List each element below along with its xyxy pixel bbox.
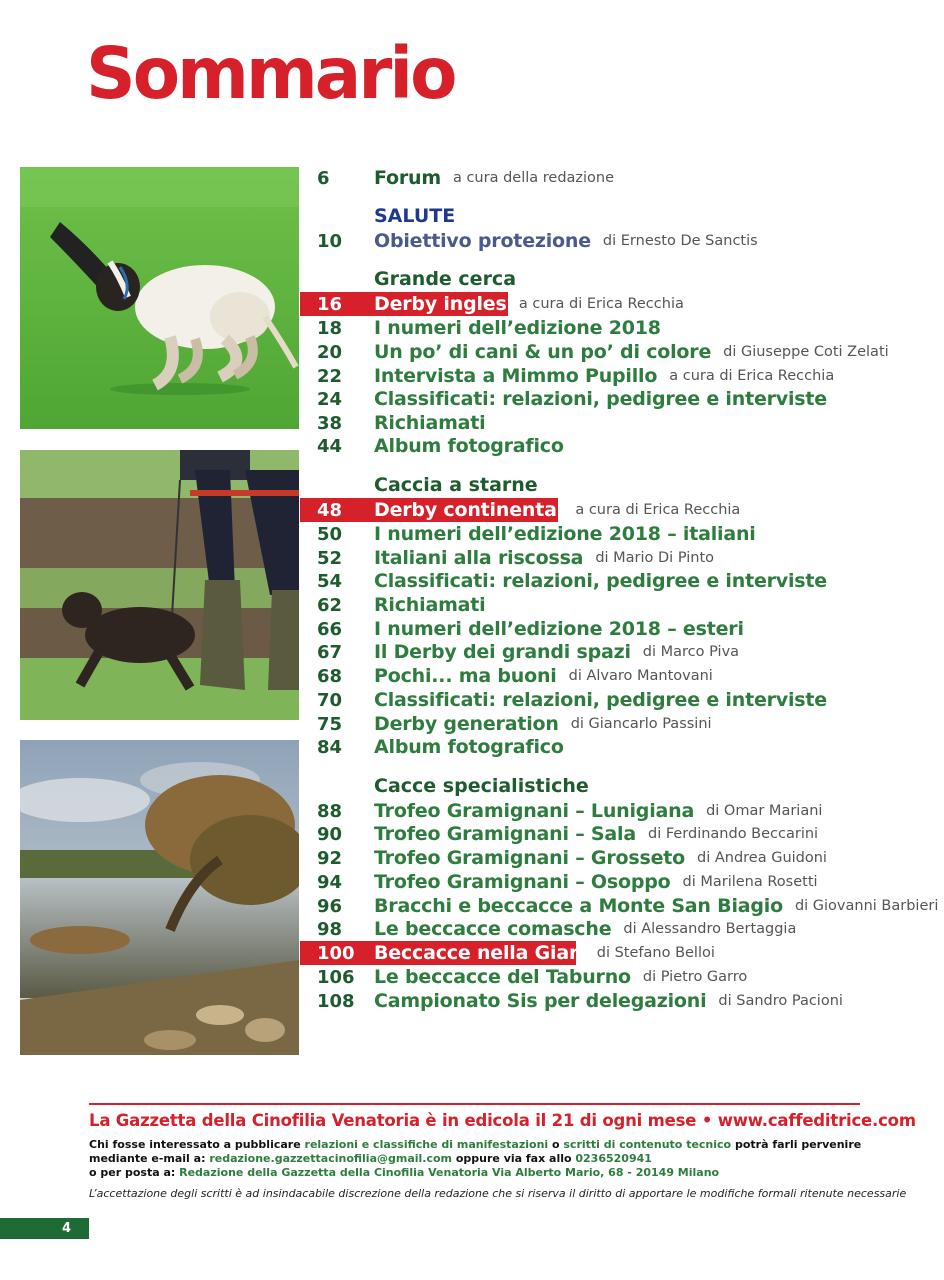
section-heading-caccia-a-starne: Caccia a starne — [374, 474, 538, 496]
entry-page: 108 — [317, 990, 355, 1012]
toc-entry[interactable] — [300, 846, 827, 870]
entry-title: Trofeo Gramignani – Grosseto — [374, 847, 685, 869]
entry-page: 106 — [317, 966, 355, 988]
entry-author: di Omar Mariani — [706, 803, 823, 819]
toc-entry[interactable] — [300, 870, 818, 894]
toc-entry[interactable] — [300, 166, 614, 190]
entry-author: di Giuseppe Coti Zelati — [723, 344, 889, 360]
entry-page: 84 — [317, 736, 343, 758]
entry-page: 88 — [317, 800, 343, 822]
entry-author: di Pietro Garro — [642, 969, 748, 985]
entry-page: 98 — [317, 918, 343, 940]
entry-author: di Giancarlo Passini — [570, 716, 712, 732]
entry-title: Trofeo Gramignani – Sala — [374, 823, 636, 845]
entry-author: di Ferdinando Beccarini — [647, 826, 819, 842]
entry-page: 50 — [317, 523, 343, 545]
toc-entry[interactable] — [300, 593, 485, 617]
entry-author: di Alessandro Bertaggia — [623, 921, 797, 937]
entry-page: 6 — [317, 167, 330, 189]
toc-entry[interactable] — [300, 411, 485, 435]
entry-title: Classificati: relazioni, pedigree e interviste — [374, 388, 827, 410]
entry-title: Obiettivo protezione — [374, 230, 591, 252]
entry-page: 20 — [317, 341, 343, 363]
entry-author: di Mario Di Pinto — [595, 550, 715, 566]
entry-author: a cura di Erica Recchia — [518, 296, 684, 312]
footer-text: o per posta a: — [89, 1166, 180, 1179]
entry-title: Campionato Sis per delegazioni — [374, 990, 707, 1012]
entry-title: Classificati: relazioni, pedigree e interviste — [374, 570, 827, 592]
entry-author: di Alvaro Mantovani — [568, 668, 713, 684]
toc-entry[interactable] — [300, 894, 938, 918]
entry-page: 52 — [317, 547, 343, 569]
footer-text: oppure via fax allo — [452, 1152, 576, 1165]
entry-author: a cura della redazione — [452, 170, 615, 186]
entry-page: 75 — [317, 713, 343, 735]
footer-text: o — [548, 1138, 564, 1151]
toc-entry[interactable] — [300, 822, 818, 846]
section-heading-salute: SALUTE — [374, 205, 456, 227]
entry-title: Derby continentali — [374, 499, 570, 521]
toc-entry[interactable] — [300, 617, 744, 641]
toc-entry-highlight[interactable] — [300, 941, 715, 965]
toc-entry[interactable] — [300, 340, 889, 364]
footer-text: mediante e-mail a: — [89, 1152, 210, 1165]
entry-page: 22 — [317, 365, 343, 387]
entry-title: Bracchi e beccacce a Monte San Biagio — [374, 895, 783, 917]
page-number: 4 — [0, 1218, 89, 1239]
entry-title: Le beccacce del Taburno — [374, 966, 631, 988]
entry-title: Derby inglesi — [374, 293, 513, 315]
toc-entry-highlight[interactable] — [300, 292, 684, 316]
footer-highlight-text: scritti di contenuto tecnico — [563, 1138, 732, 1151]
entry-author: di Marilena Rosetti — [682, 874, 818, 890]
toc-entry[interactable] — [300, 546, 714, 570]
footer-text: potrà farli pervenire — [731, 1138, 862, 1151]
toc-entry-highlight[interactable] — [300, 498, 740, 522]
entry-page: 96 — [317, 895, 343, 917]
footer-line-1 — [89, 1138, 861, 1151]
entry-title: Richiamati — [374, 594, 486, 616]
entry-title: Classificati: relazioni, pedigree e interviste — [374, 689, 827, 711]
entry-page: 18 — [317, 317, 343, 339]
entry-title: Un po’ di cani & un po’ di colore — [374, 341, 712, 363]
entry-author: di Ernesto De Sanctis — [602, 233, 758, 249]
footer-note: L’accettazione degli scritti è ad insindacabile discrezione della redazione che si riserva il diritto di apportare le modifiche formali ritenute necessarie — [89, 1187, 907, 1200]
entry-page: 24 — [317, 388, 343, 410]
entry-page: 48 — [317, 499, 343, 521]
entry-page: 54 — [317, 570, 343, 592]
toc-entry[interactable] — [300, 387, 827, 411]
entry-page: 67 — [317, 641, 343, 663]
toc-entry[interactable] — [300, 799, 822, 823]
entry-title: Derby generation — [374, 713, 559, 735]
toc-entry[interactable] — [300, 522, 756, 546]
entry-page: 94 — [317, 871, 343, 893]
entry-title: Le beccacce comasche — [374, 918, 612, 940]
entry-author: a cura di Erica Recchia — [669, 368, 835, 384]
entry-title: Richiamati — [374, 412, 486, 434]
entry-page: 68 — [317, 665, 343, 687]
entry-title: Italiani alla riscossa — [374, 547, 584, 569]
entry-author: di Andrea Guidoni — [697, 850, 827, 866]
entry-author: di Giovanni Barbieri — [794, 898, 939, 914]
toc-entry[interactable] — [300, 316, 661, 340]
footer-email-link[interactable]: redazione.gazzettacinofilia@gmail.com — [209, 1152, 453, 1165]
section-heading-cacce-specialistiche: Cacce specialistiche — [374, 775, 589, 797]
section-heading-grande-cerca: Grande cerca — [374, 268, 517, 290]
toc-entry[interactable] — [300, 569, 827, 593]
entry-title: I numeri dell’edizione 2018 — [374, 317, 661, 339]
toc-entry[interactable] — [300, 688, 827, 712]
entry-title: Pochi... ma buoni — [374, 665, 557, 687]
toc-entry[interactable] — [300, 917, 796, 941]
entry-title: Album fotografico — [374, 435, 564, 457]
entry-title: Album fotografico — [374, 736, 564, 758]
toc-entry[interactable] — [300, 735, 564, 759]
entry-page: 44 — [317, 435, 343, 457]
toc-entry[interactable] — [300, 364, 834, 388]
footer-text: Chi fosse interessato a pubblicare — [89, 1138, 305, 1151]
entry-page: 90 — [317, 823, 343, 845]
entry-page: 66 — [317, 618, 343, 640]
toc-entry[interactable] — [300, 640, 739, 664]
entry-page: 38 — [317, 412, 343, 434]
footer-divider — [89, 1103, 860, 1105]
entry-title: Trofeo Gramignani – Osoppo — [374, 871, 671, 893]
toc-entry[interactable] — [300, 229, 758, 253]
footer-address: Redazione della Gazzetta della Cinofilia Venatoria Via Alberto Mario, 68 - 20149 Milano — [179, 1166, 720, 1179]
footer-line-2 — [89, 1152, 652, 1165]
entry-page: 92 — [317, 847, 343, 869]
toc-entry[interactable] — [300, 434, 564, 458]
entry-page: 100 — [317, 942, 355, 964]
entry-page: 70 — [317, 689, 343, 711]
toc-entry[interactable] — [300, 965, 747, 989]
footer-headline: La Gazzetta della Cinofilia Venatoria è in edicola il 21 di ogni mese • www.caffeditrice.com — [89, 1111, 916, 1130]
entry-title: Trofeo Gramignani – Lunigiana — [374, 800, 695, 822]
entry-title: Il Derby dei grandi spazi — [374, 641, 631, 663]
entry-title: Forum — [374, 167, 441, 189]
entry-author: di Stefano Belloi — [596, 945, 715, 961]
page-title: Sommario — [86, 32, 455, 115]
footer-highlight-text: relazioni e classifiche di manifestazioni — [304, 1138, 549, 1151]
entry-author: di Sandro Pacioni — [718, 993, 843, 1009]
footer-fax-number: 0236520941 — [575, 1152, 652, 1165]
entry-title: Beccacce nella Giara — [374, 942, 591, 964]
entry-title: Intervista a Mimmo Pupillo — [374, 365, 658, 387]
entry-author: di Marco Piva — [642, 644, 740, 660]
toc-entry[interactable] — [300, 989, 843, 1013]
entry-page: 62 — [317, 594, 343, 616]
entry-author: a cura di Erica Recchia — [575, 502, 741, 518]
entry-title: I numeri dell’edizione 2018 – esteri — [374, 618, 744, 640]
toc-entry[interactable] — [300, 712, 712, 736]
footer-line-3 — [89, 1166, 719, 1179]
entry-page: 16 — [317, 293, 343, 315]
toc-entry[interactable] — [300, 664, 713, 688]
entry-page: 10 — [317, 230, 343, 252]
entry-title: I numeri dell’edizione 2018 – italiani — [374, 523, 756, 545]
